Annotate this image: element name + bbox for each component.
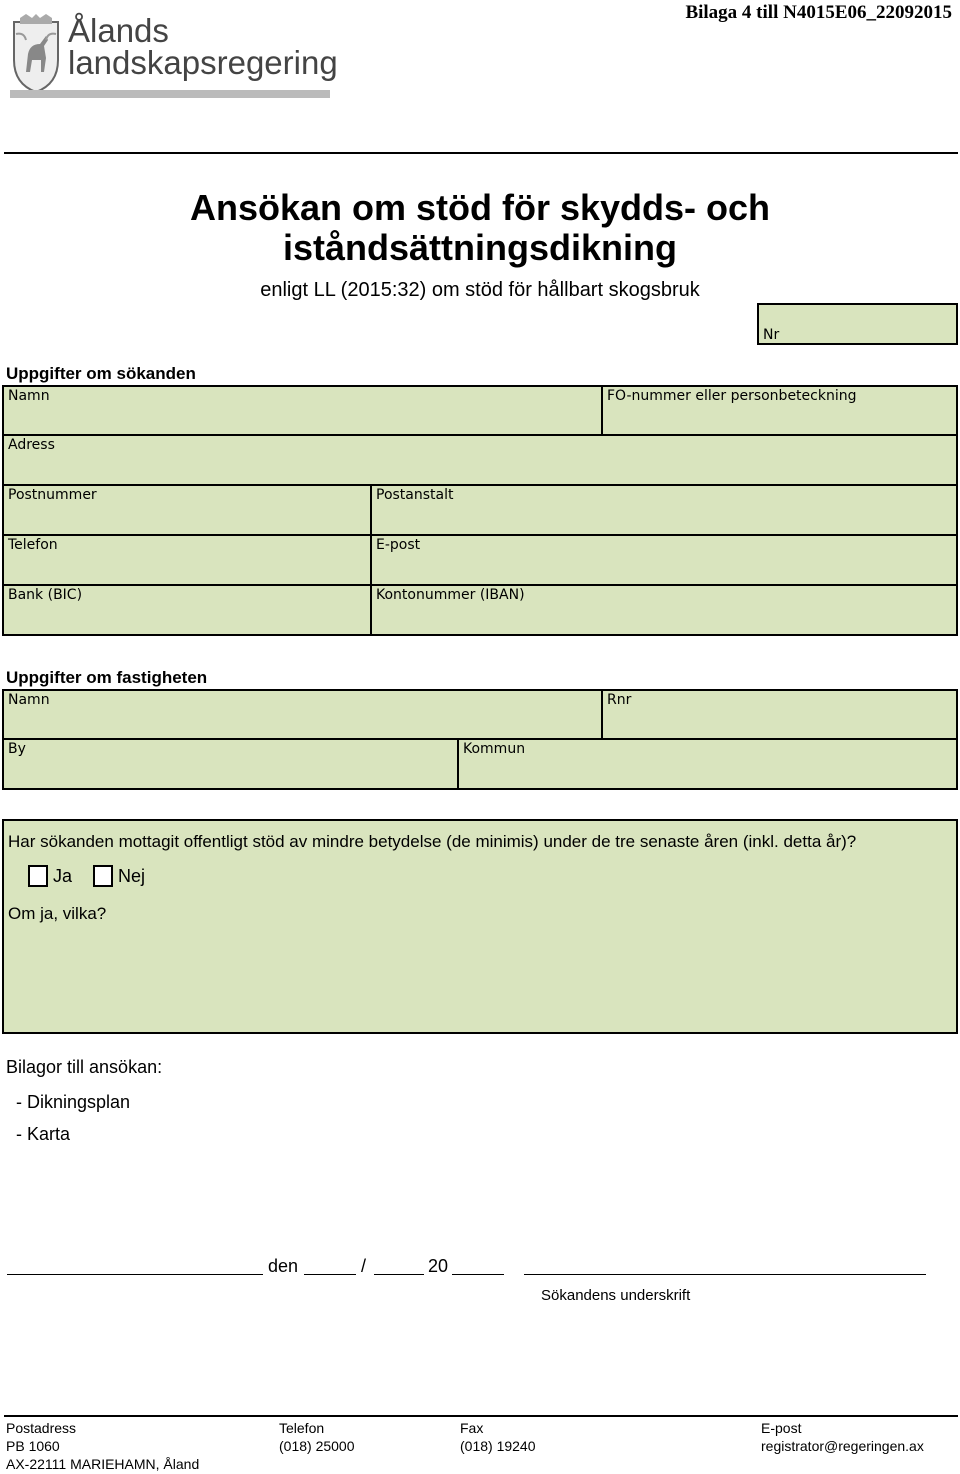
logo-underline	[10, 90, 330, 98]
applicant-name-field[interactable]	[2, 385, 603, 436]
footer-email-label: E-post	[761, 1420, 802, 1436]
applicant-postcode-label: Postnummer	[8, 487, 97, 503]
place-line[interactable]	[7, 1274, 263, 1275]
page-title-line1: Ansökan om stöd för skydds- och	[189, 187, 771, 228]
signature-caption: Sökandens underskrift	[541, 1287, 691, 1304]
page-title-line2: iståndsättningsdikning	[282, 227, 677, 268]
no-checkbox[interactable]	[93, 865, 113, 887]
footer-phone: (018) 25000	[279, 1438, 355, 1454]
attachments-heading: Bilagor till ansökan:	[6, 1057, 163, 1077]
logo-line2: landskapsregering	[68, 44, 338, 81]
header-rule	[4, 152, 958, 154]
slash-label: /	[361, 1256, 367, 1276]
applicant-address-label: Adress	[8, 437, 55, 453]
applicant-bank-field[interactable]	[2, 584, 372, 636]
applicant-heading: Uppgifter om sökanden	[6, 364, 196, 383]
attachment-item: - Karta	[16, 1124, 71, 1144]
applicant-iban-label: Kontonummer (IBAN)	[376, 587, 525, 603]
coat-of-arms-icon	[10, 14, 62, 94]
deminimis-box[interactable]	[2, 819, 958, 1034]
page-subtitle: enligt LL (2015:32) om stöd för hållbart skogsbruk	[260, 279, 700, 301]
applicant-phone-field[interactable]	[2, 534, 372, 586]
nr-label: Nr	[763, 327, 780, 343]
year-line[interactable]	[452, 1274, 504, 1275]
property-heading: Uppgifter om fastigheten	[6, 668, 208, 687]
logo-line1: Ålands	[68, 12, 169, 49]
applicant-email-field[interactable]	[370, 534, 958, 586]
no-label: Nej	[118, 866, 146, 886]
footer-email[interactable]: registrator@regeringen.ax	[761, 1438, 924, 1454]
document-reference: Bilaga 4 till N4015E06_22092015	[685, 2, 952, 23]
deminimis-question: Har sökanden mottagit offentligt stöd av mindre betydelse (de minimis) under de tre senaste åren (inkl. detta år)?	[8, 832, 857, 851]
applicant-name-label: Namn	[8, 388, 50, 404]
applicant-postcode-field[interactable]	[2, 484, 372, 536]
year-prefix-label: 20	[428, 1256, 449, 1276]
applicant-email-label: E-post	[376, 537, 421, 553]
footer-fax-label: Fax	[460, 1420, 484, 1436]
property-municipality-field[interactable]	[457, 738, 958, 790]
applicant-id-label: FO-nummer eller personbeteckning	[607, 388, 857, 404]
applicant-address-field[interactable]	[2, 434, 958, 486]
property-village-field[interactable]	[2, 738, 459, 790]
which-label: Om ja, vilka?	[8, 904, 107, 923]
attachment-item: - Dikningsplan	[16, 1092, 131, 1112]
applicant-phone-label: Telefon	[8, 537, 58, 553]
den-label: den	[268, 1256, 299, 1276]
applicant-id-field[interactable]	[601, 385, 958, 436]
logo	[10, 12, 338, 98]
footer-postal-line2: AX-22111 MARIEHAMN, Åland	[6, 1456, 200, 1472]
signature-line[interactable]	[524, 1274, 926, 1275]
property-municipality-label: Kommun	[463, 741, 526, 757]
footer-rule	[4, 1415, 958, 1417]
yes-label: Ja	[53, 866, 73, 886]
property-village-label: By	[8, 741, 26, 757]
day-line[interactable]	[304, 1274, 356, 1275]
applicant-postoffice-label: Postanstalt	[376, 487, 454, 503]
footer-postal-label: Postadress	[6, 1420, 77, 1436]
applicant-iban-field[interactable]	[370, 584, 958, 636]
property-rnr-label: Rnr	[607, 692, 632, 708]
property-rnr-field[interactable]	[601, 689, 958, 740]
month-line[interactable]	[374, 1274, 424, 1275]
footer-phone-label: Telefon	[279, 1420, 325, 1436]
nr-field[interactable]	[757, 303, 958, 345]
applicant-bank-label: Bank (BIC)	[8, 587, 83, 603]
yes-checkbox[interactable]	[28, 865, 48, 887]
footer-postal-line1: PB 1060	[6, 1438, 60, 1454]
property-name-label: Namn	[8, 692, 50, 708]
applicant-postoffice-field[interactable]	[370, 484, 958, 536]
footer-fax: (018) 19240	[460, 1438, 536, 1454]
property-name-field[interactable]	[2, 689, 603, 740]
